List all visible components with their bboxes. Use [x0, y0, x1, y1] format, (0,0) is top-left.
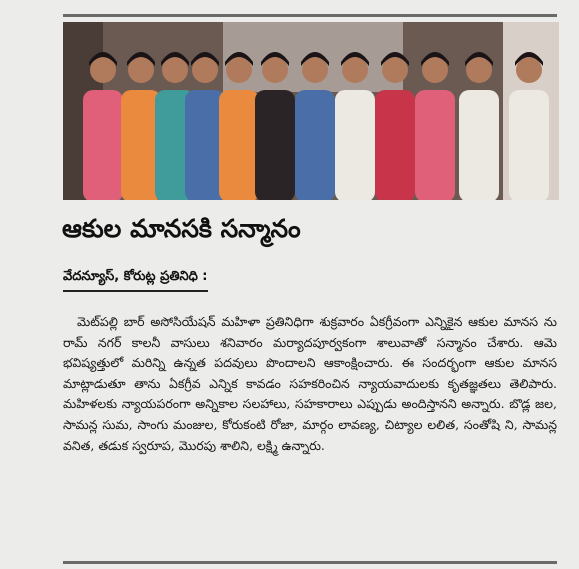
person-face — [192, 57, 218, 83]
person-body — [459, 90, 499, 200]
article-body: మెట్‌పల్లి బార్ అసోసియేషన్ మహిళా ప్రతినిధిగా శుక్రవారం ఏకగ్రీవంగా ఎన్నికైన ఆకుల మానస ను రామ్ నగర్ కాలనీ వాసులు శనివారం మర్యాదపూర్వకంగా శాలువాతో సన్మానం చేశారు. ఆమె భవిష్యత్తులో మరిన్ని ఉన్నత పదవులు పొందాలని ఆకాంక్షించారు. ఈ సందర్భంగా ఆకుల మానస మాట్లాడుతూ తాను ఏకగ్రీవ ఎన్నిక కావడం సహకరించిన న్యాయవాదులకు కృతజ్ఞతలు తెలిపారు. మహిళలకు న్యాయపరంగా అన్నికాల సలహాలు, సహకారాలు ఎప్పుడు అందిస్తానని అన్నారు. బొడ్ల జల, సామన్ల సుమ, సాంగు మంజుల, కోరుకంటి రోజా, మార్గం లావణ్య, చిట్యాల లలిత, సంతోషి ని, సామన్ల వనిత, తడుక స్వరూప, మొరపు శాలిని, లక్ష్మి ఉన్నారు. — [63, 314, 557, 453]
person-body — [509, 90, 549, 200]
bottom-rule — [63, 561, 557, 564]
person-face — [162, 57, 188, 83]
person-body — [83, 90, 123, 200]
person-body — [375, 90, 415, 200]
person-face — [128, 57, 154, 83]
person-body — [295, 90, 335, 200]
person-body — [335, 90, 375, 200]
headline: ఆకుల మానసకి సన్మానం — [62, 214, 301, 243]
group-photo — [63, 22, 559, 200]
person-face — [516, 57, 542, 83]
person-face — [342, 57, 368, 83]
person-body — [219, 90, 259, 200]
byline: వేదన్యూస్, కోరుట్ల ప్రతినిధి : — [63, 268, 208, 292]
person-face — [226, 57, 252, 83]
person-body — [255, 90, 295, 200]
person-face — [302, 57, 328, 83]
person-face — [262, 57, 288, 83]
person-face — [382, 57, 408, 83]
person-face — [422, 57, 448, 83]
group-photo-icon — [63, 22, 559, 200]
person-face — [90, 57, 116, 83]
top-rule — [63, 14, 557, 17]
person-face — [466, 57, 492, 83]
person-body — [415, 90, 455, 200]
